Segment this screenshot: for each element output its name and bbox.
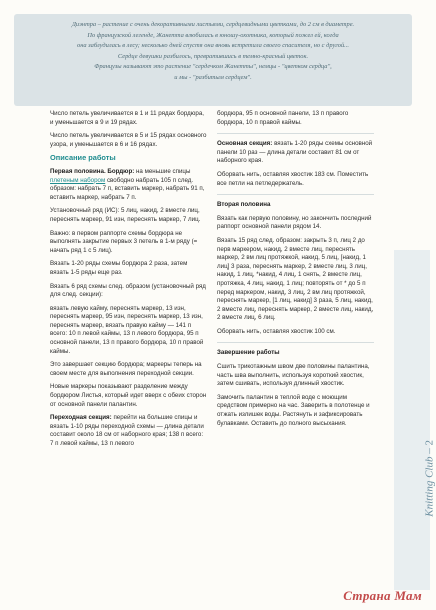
- intro-line: Диэнтра – растение с очень декоративными листьями, сердцевидными цветками, до 2 см в диаметре.: [71, 21, 355, 28]
- paragraph: Число петель увеличивается в 1 и 11 рядах бордюра, и уменьшается в 9 и 19 рядах.: [50, 110, 204, 126]
- paragraph: [217, 140, 374, 166]
- paragraph: [50, 168, 207, 202]
- paragraph: [50, 414, 207, 448]
- subheading: Вторая половина: [217, 201, 271, 209]
- text-run: вязать 1-20 ряды схемы основной панели 10 раз — длина детали составит 81 см от наборного края.: [217, 140, 373, 165]
- intro-line: она заблудилась в лесу; несколько дней спустя она вновь встретила своего спасителя, но с другой...: [77, 42, 349, 50]
- paragraph: Вязать как первую половину, но закончить последний раппорт основной панели рядом 14.: [217, 214, 372, 231]
- paragraph: бордюра, 95 п основной панели, 13 п правого бордюра, 10 п правой каймы.: [217, 110, 349, 126]
- paragraph: вязать левую кайму, переснять маркер, 13 изн, переснять маркер, 95 изн, переснять маркер, 13 изн, переснять маркер, вязать правую кайму — 141 п всего: 10 п левой каймы, 13 п левого бордюра, 95 п основной панели, 13 п правого бордюра, 10 п правой каймы.: [50, 304, 204, 355]
- divider: [217, 342, 374, 343]
- intro-line: Сердце девушки разбилось, превратившись в темно-красный цветок.: [117, 52, 309, 60]
- paragraph: Установочный ряд (ИС): 5 лиц, накид, 2 вместе лиц, переснять маркер, 91 изн, переснять маркер, 7 лиц.: [50, 207, 201, 223]
- intro-line: Французы называют это растение "сердечком Жанетты", немцы - "цветком сердца",: [94, 63, 332, 71]
- paragraph: Новые маркеры показывают разделение между бордюром Листья, который идет вверх с обеих сторон от основной панели палантин.: [50, 383, 207, 408]
- site-watermark: [343, 588, 422, 604]
- paragraph: Вязать 6 ряд схемы след. образом (установочный ряд для след. секции):: [50, 282, 206, 299]
- intro-line: и мы - "разбитым сердцем".: [174, 73, 252, 81]
- separator: –: [424, 445, 436, 457]
- intro-box: [14, 14, 412, 106]
- intro-line: По французской легенде, Жанетта влюбилась в юношу-охотника, который пожел ей, когда: [87, 31, 339, 39]
- text-run: на меньшие спицы: [134, 167, 191, 175]
- first-half-label: Первая половина. Бордюр:: [50, 167, 135, 175]
- divider: [217, 194, 374, 195]
- paragraph: Оборвать нить, оставляя хвостик 183 см. Поместить все петли на петледержатель.: [217, 170, 369, 187]
- page-number: 2: [424, 440, 436, 446]
- paragraph: Это завершает секцию бордюра; маркеры теперь на своем месте для выполнения переходной секции.: [50, 361, 202, 377]
- club-name: Knitting Club: [424, 456, 436, 517]
- paragraph: Замочить палантин в теплой воде с моющим средством примерно на час. Заверить в полотенце и отжать излишек воды. Растянуть и зафиксировать булавками. Оставить до полного высыхания.: [217, 393, 370, 427]
- paragraph: Вязать 1-20 ряды схемы бордюра 2 раза, затем вязать 1-5 ряды еще раз.: [50, 260, 188, 276]
- watermark-text: Страна Мам: [343, 588, 422, 603]
- paragraph: Важно: в первом раппорте схемы бордюра не выполнять закрытие первых 3 петель в 1-м ряду (= начать ряд 1 с 5 лиц).: [50, 229, 198, 254]
- paragraph: Сшить трикотажным швом две половины палантина, часть шва выполнить, используя короткий хвостик, затем сшивать, используя длинный хвостик.: [217, 363, 370, 388]
- transition-label: Переходная секция:: [50, 414, 112, 422]
- paragraph: Число петель увеличивается в 5 и 15 рядах основного узора, и уменьшается в 6 и 16 рядах.: [50, 132, 207, 148]
- text-run: свободно набрать 105 п след. образом: набрать 7 п, вставить маркер, набрать 91 п, вставить маркер, набрать 7 п.: [50, 176, 205, 201]
- text-run: перейти на большие спицы и вязать 1-10 ряды переходной схемы — длина детали составит около 18 см от наборного края; 138 п всего: 7 п левой каймы, 13 п левого: [50, 414, 204, 447]
- subheading: Завершение работы: [217, 349, 280, 357]
- braided-cast-on-link[interactable]: плетеным набором: [50, 176, 106, 184]
- left-column: [50, 110, 207, 454]
- right-column: [217, 110, 374, 433]
- section-heading: Описание работы: [50, 153, 116, 163]
- divider: [217, 133, 374, 134]
- paragraph: Вязать 15 ряд след. образом: закрыть 3 п, лиц 2 до перв маркером, накид, 2 вместе лиц, переснять маркер, 2 вм лиц протяжкой, накид, 5 лиц, [накид, 1 лиц] 3 раза, переснять маркер, 2 вместе лиц, 3 лиц, накид, 1 лиц, *накид, 4 лиц, 1 снять, 2 вместе лиц, протяжка, 4 лиц, накид, 1 лиц; повторять от * до 5 п перед маркером, накид, 3 лиц, 2 вм лиц протяжкой, переснять маркер, [1 лиц, накид] 3 раза, 5 лиц, накид, 2 вместе лиц, переснять маркер, 2 вместе лиц, накид, 2 вместе лиц, 6 лиц.: [217, 236, 374, 322]
- side-tab: [394, 250, 430, 590]
- paragraph: Оборвать нить, оставляя хвостик 100 см.: [217, 327, 336, 335]
- main-section-label: Основная секция:: [217, 140, 273, 148]
- magazine-side-title: [424, 440, 436, 517]
